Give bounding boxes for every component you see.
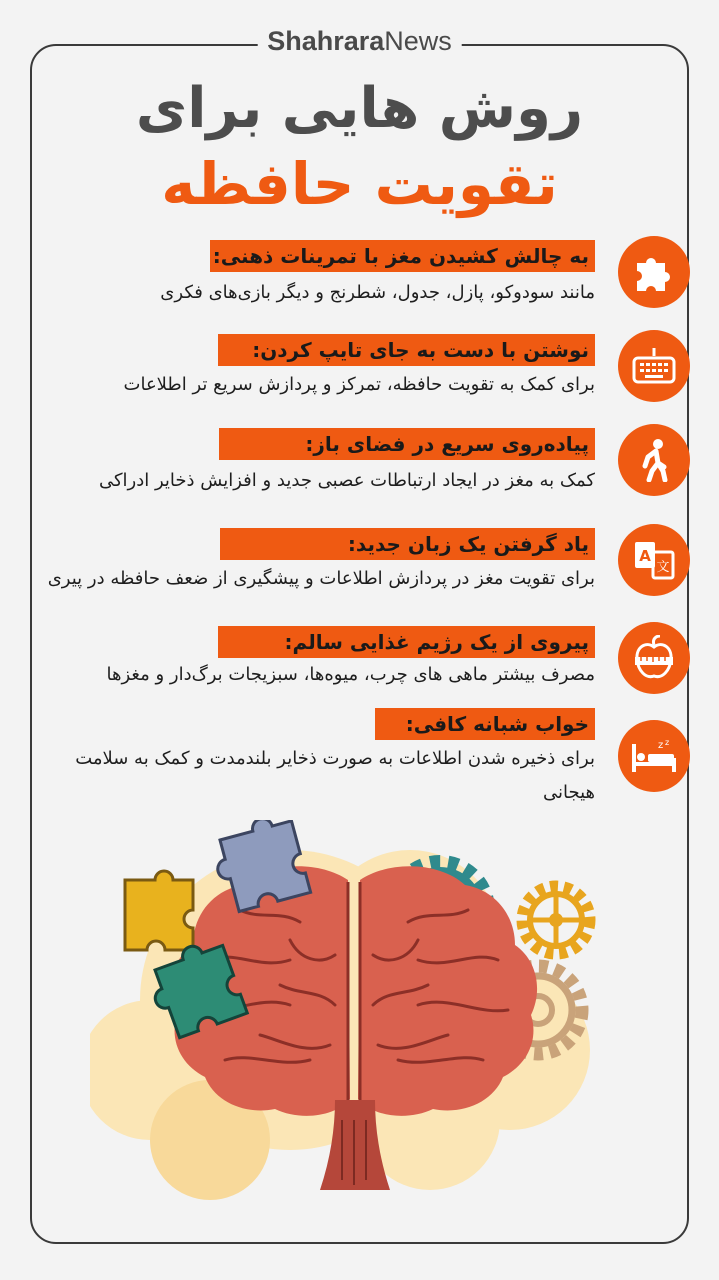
svg-text:z: z [665,738,670,747]
tip-heading: به چالش کشیدن مغز با تمرینات ذهنی: [210,240,595,272]
bed-sleep-icon [618,720,690,792]
tip-text: کمک به مغز در ایجاد ارتباطات عصبی جدید و افزایش ذخایر ادراکی [98,470,595,491]
tip-text: برای ذخیره شدن اطلاعات به صورت ذخایر بلندمدت و کمک به سلامت هیجانی [75,748,595,803]
tip-text: برای تقویت مغز در پردازش اطلاعات و پیشگیری از ضعف حافظه در پیری [47,568,595,589]
brand-name-light: News [384,26,452,56]
keyboard-icon [618,330,690,402]
svg-text:A: A [639,547,651,565]
tip-item-6 [30,704,690,814]
tip-heading: پیاده‌روی سریع در فضای باز: [219,428,595,460]
gear-icon [522,886,590,954]
tip-text: مصرف بیشتر ماهی های چرب، میوه‌ها، سبزیجات برگ‌دار و مغزها [106,664,595,685]
tip-heading: یاد گرفتن یک زبان جدید: [220,528,595,560]
svg-text:文: 文 [656,560,670,575]
page-title-line1: روش هایی برای [135,76,584,141]
brand-name-bold: Shahrara [267,26,385,56]
svg-text:z: z [658,740,664,751]
walking-person-icon [618,424,690,496]
tip-text: مانند سودوکو، پازل، جدول، شطرنج و دیگر بازی‌های فکری [160,282,595,303]
tip-item-5 [30,622,690,702]
tip-item-2 [30,330,690,410]
brand-logo [257,26,462,57]
brain-illustration [90,820,630,1220]
tip-item-1 [30,236,690,316]
tip-heading: خواب شبانه کافی: [375,708,595,740]
tip-text: برای کمک به تقویت حافظه، تمرکز و پردازش سریع تر اطلاعات [123,374,595,395]
tip-heading: پیروی از یک رژیم غذایی سالم: [218,626,595,658]
tip-heading: نوشتن با دست به جای تایپ کردن: [218,334,595,366]
page-title-line2: تقویت حافظه [161,150,558,218]
apple-measure-icon [618,622,690,694]
tip-item-4 [30,520,690,600]
translate-icon [618,524,690,596]
puzzle-piece-icon [618,236,690,308]
tip-item-3 [30,424,690,504]
puzzle-piece-icon [125,871,193,950]
